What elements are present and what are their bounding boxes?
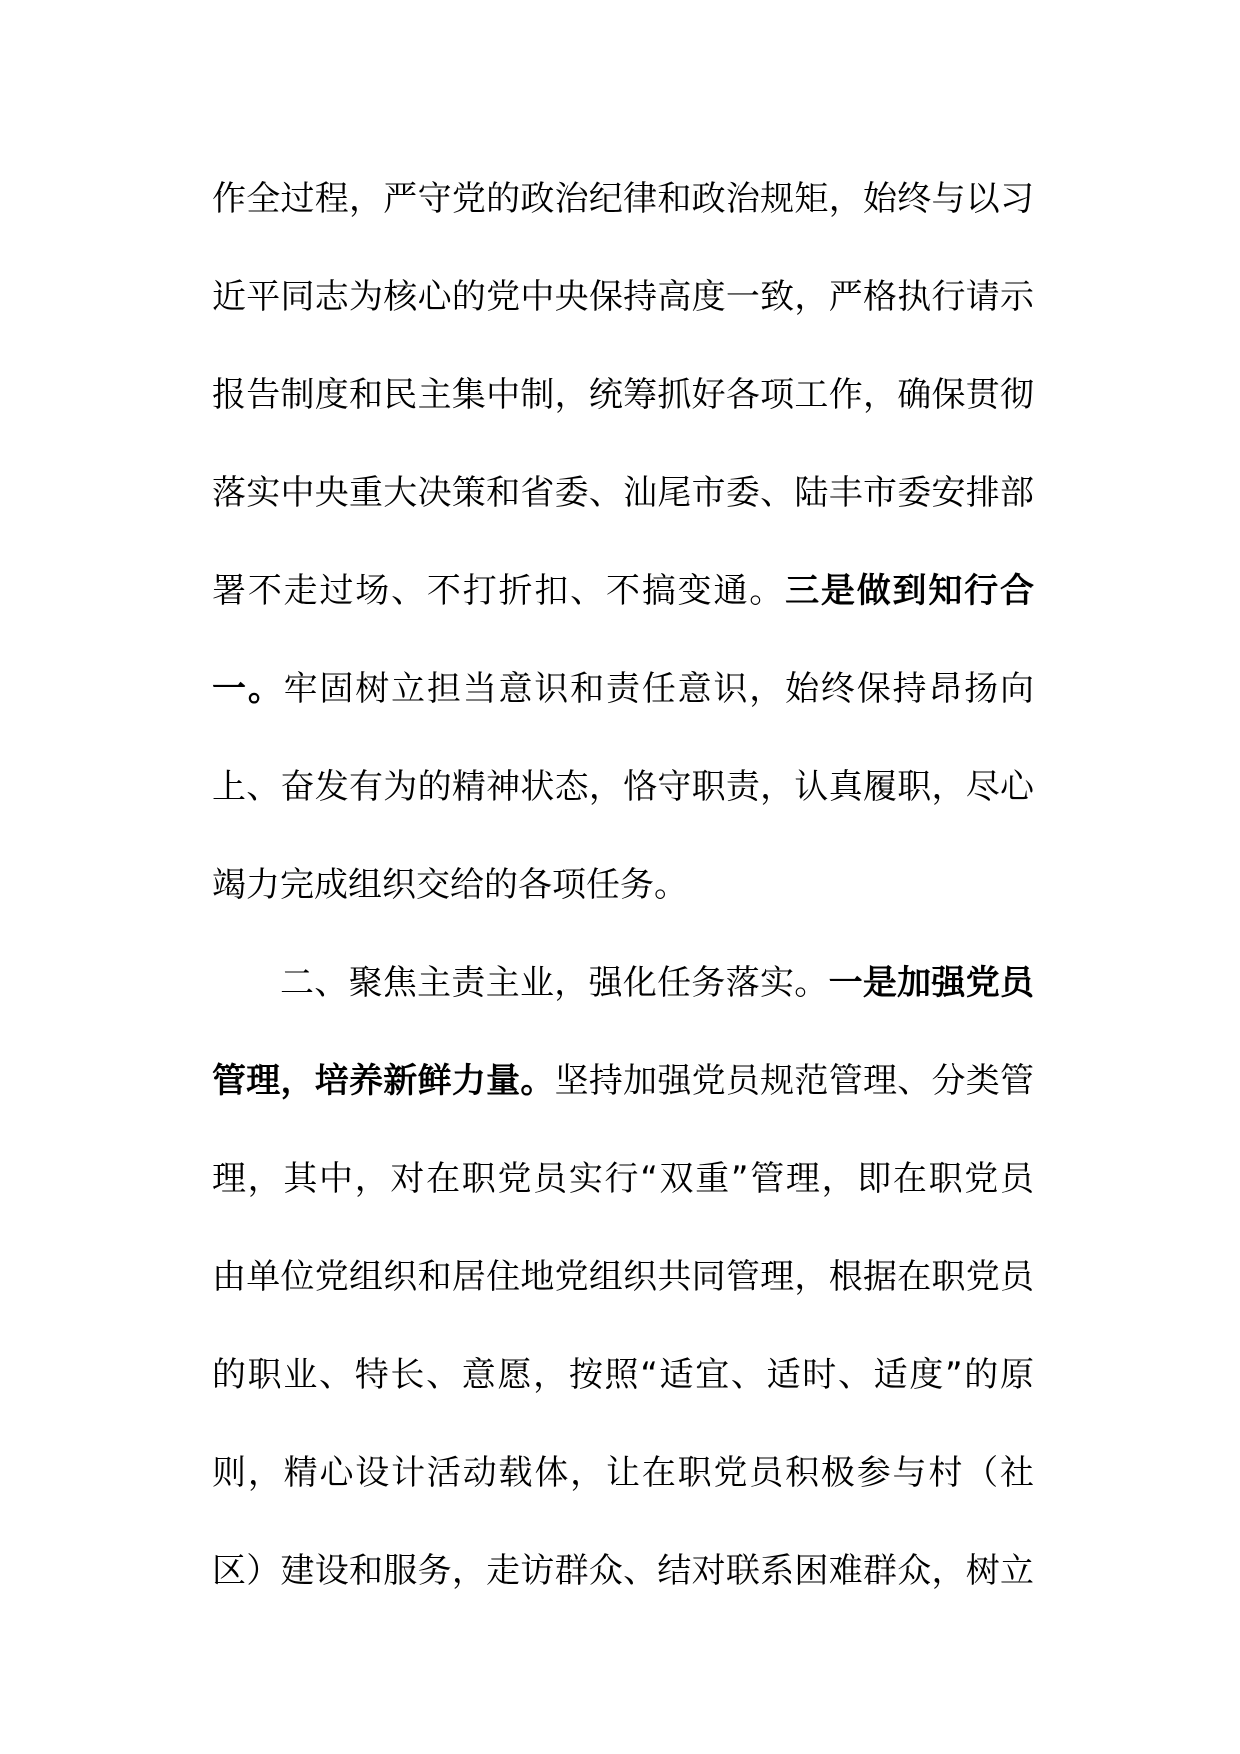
text-run: 则，精心设计活动载体，让在职党员积极参与村（社 xyxy=(212,1453,1034,1493)
text-line xyxy=(212,555,1034,653)
text-run: 二、聚焦主责主业，强化任务落实。 xyxy=(280,963,829,1003)
text-run: 区）建设和服务，走访群众、结对联系困难群众，树立 xyxy=(212,1551,1034,1591)
bold-heading-run: 三是做到知行合 xyxy=(785,571,1035,611)
text-run: 由单位党组织和居住地党组织共同管理，根据在职党员 xyxy=(212,1257,1034,1297)
text-line xyxy=(212,1143,1034,1241)
text-run: 牢固树立担当意识和责任意识，始终保持昂扬向 xyxy=(283,669,1035,709)
text-run: 坚持加强党员规范管理、分类管 xyxy=(554,1061,1034,1101)
text-run: 落实中央重大决策和省委、汕尾市委、陆丰市委安排部 xyxy=(212,473,1034,513)
text-run: 署不走过场、不打折扣、不搞变通。 xyxy=(212,571,786,611)
text-line xyxy=(212,1241,1034,1339)
text-run: 的职业、特长、意愿，按照“适宜、适时、适度”的原 xyxy=(212,1355,1034,1395)
text-line xyxy=(212,849,1034,947)
bold-heading-run: 一。 xyxy=(212,669,284,709)
text-line xyxy=(212,653,1034,751)
bold-heading-run: 管理，培养新鲜力量。 xyxy=(212,1061,555,1101)
bold-heading-run: 一是加强党员 xyxy=(828,963,1035,1003)
text-line xyxy=(212,1437,1034,1535)
text-run: 近平同志为核心的党中央保持高度一致，严格执行请示 xyxy=(212,277,1034,317)
text-line xyxy=(212,1339,1034,1437)
text-run: 竭力完成组织交给的各项任务。 xyxy=(212,865,688,905)
text-line xyxy=(212,751,1034,849)
text-line xyxy=(212,947,1034,1045)
text-line xyxy=(212,359,1034,457)
text-run: 上、奋发有为的精神状态，恪守职责，认真履职，尽心 xyxy=(212,767,1034,807)
text-line xyxy=(212,1535,1034,1633)
body-text xyxy=(212,163,1034,1633)
text-line xyxy=(212,163,1034,261)
text-line xyxy=(212,457,1034,555)
text-run: 作全过程，严守党的政治纪律和政治规矩，始终与以习 xyxy=(212,179,1034,219)
text-line xyxy=(212,1045,1034,1143)
text-run: 理，其中，对在职党员实行“双重”管理，即在职党员 xyxy=(212,1159,1034,1199)
text-run: 报告制度和民主集中制，统筹抓好各项工作，确保贯彻 xyxy=(212,375,1034,415)
text-line xyxy=(212,261,1034,359)
